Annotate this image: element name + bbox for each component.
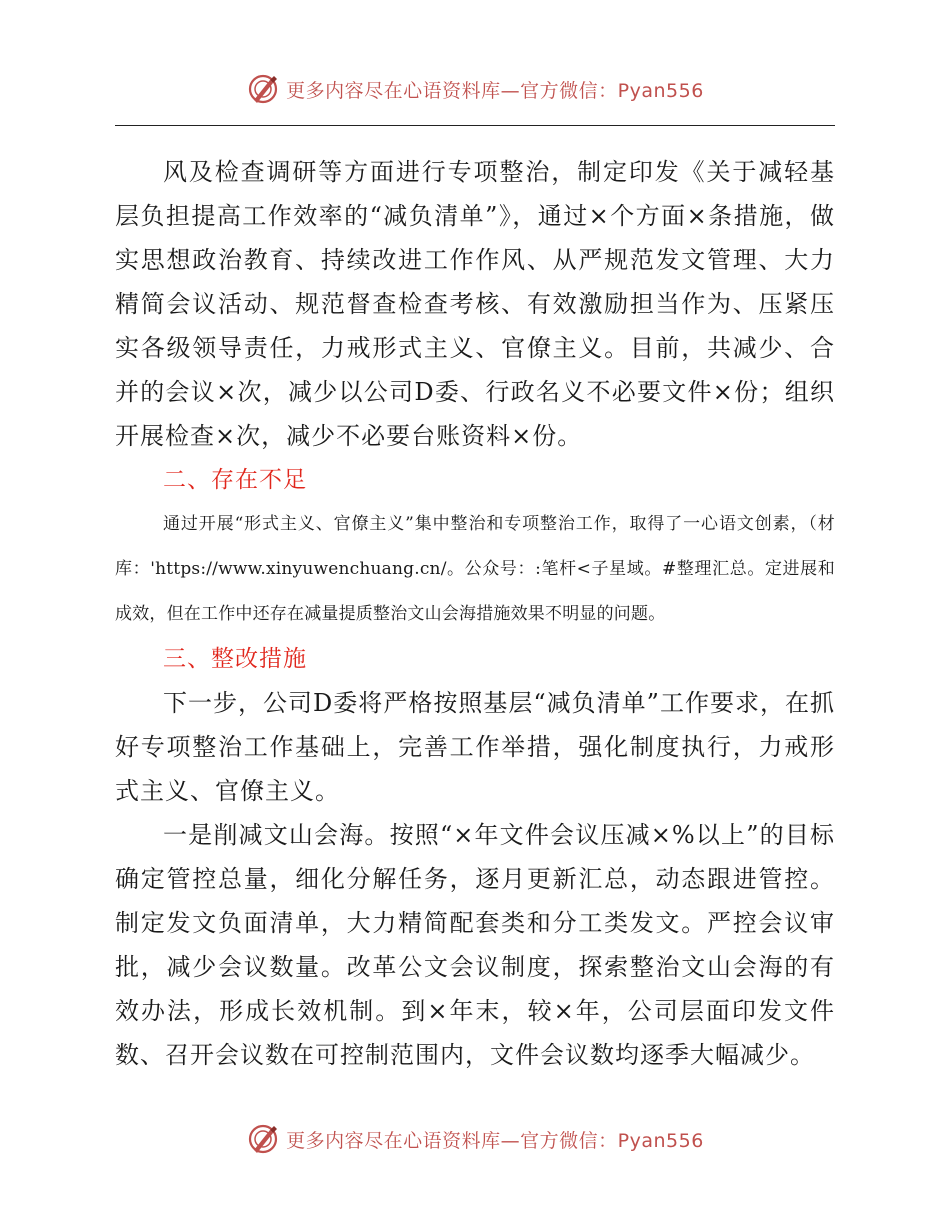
header-banner bbox=[0, 72, 950, 106]
header-divider bbox=[115, 125, 835, 126]
section-heading-2: 二、存在不足 bbox=[163, 467, 307, 493]
pen-logo-icon bbox=[246, 72, 280, 106]
body-paragraph-3: 下一步，公司D委将严格按照基层“减负清单”工作要求，在抓好专项整治工作基础上，完善工作举措，强化制度执行，力戒形式主义、官僚主义。 bbox=[115, 689, 835, 805]
body-paragraph-1: 风及检查调研等方面进行专项整治，制定印发《关于减轻基层负担提高工作效率的“减负清单”》，通过×个方面×条措施，做实思想政治教育、持续改进工作作风、从严规范发文管理、大力精简会议活动、规范督查检查考核、有效激励担当作为、压紧压实各级领导责任，力戒形式主义、官僚主义。目前，共减少、合并的会议×次，减少以公司D委、行政名义不必要文件×份；组织开展检查×次，减少不必要台账资料×份。 bbox=[115, 158, 835, 450]
body-paragraph-4: 一是削减文山会海。按照“×年文件会议压减×%以上”的目标确定管控总量，细化分解任务，逐月更新汇总，动态跟进管控。制定发文负面清单，大力精简配套类和分工类发文。严控会议审批，减少会议数量。改革公文会议制度，探索整治文山会海的有效办法，形成长效机制。到×年末，较×年，公司层面印发文件数、召开会议数在可控制范围内，文件会议数均逐季大幅减少。 bbox=[115, 821, 835, 1069]
pen-logo-icon bbox=[246, 1122, 280, 1156]
section-heading-3: 三、整改措施 bbox=[163, 646, 307, 672]
footer-banner bbox=[0, 1122, 950, 1156]
header-banner-text: 更多内容尽在心语资料库—官方微信：Pyan556 bbox=[286, 79, 704, 102]
document-body bbox=[115, 150, 835, 1077]
footer-banner-text: 更多内容尽在心语资料库—官方微信：Pyan556 bbox=[286, 1129, 704, 1152]
body-paragraph-2: 通过开展“形式主义、官僚主义”集中整治和专项整治工作，取得了一心语文创素，（材库：'https://www.xinyuwenchuang.cn/。公众号：:笔杆<子星域。#整理汇总。定进展和成效，但在工作中还存在减量提质整治文山会海措施效果不明显的问题。 bbox=[115, 514, 835, 624]
